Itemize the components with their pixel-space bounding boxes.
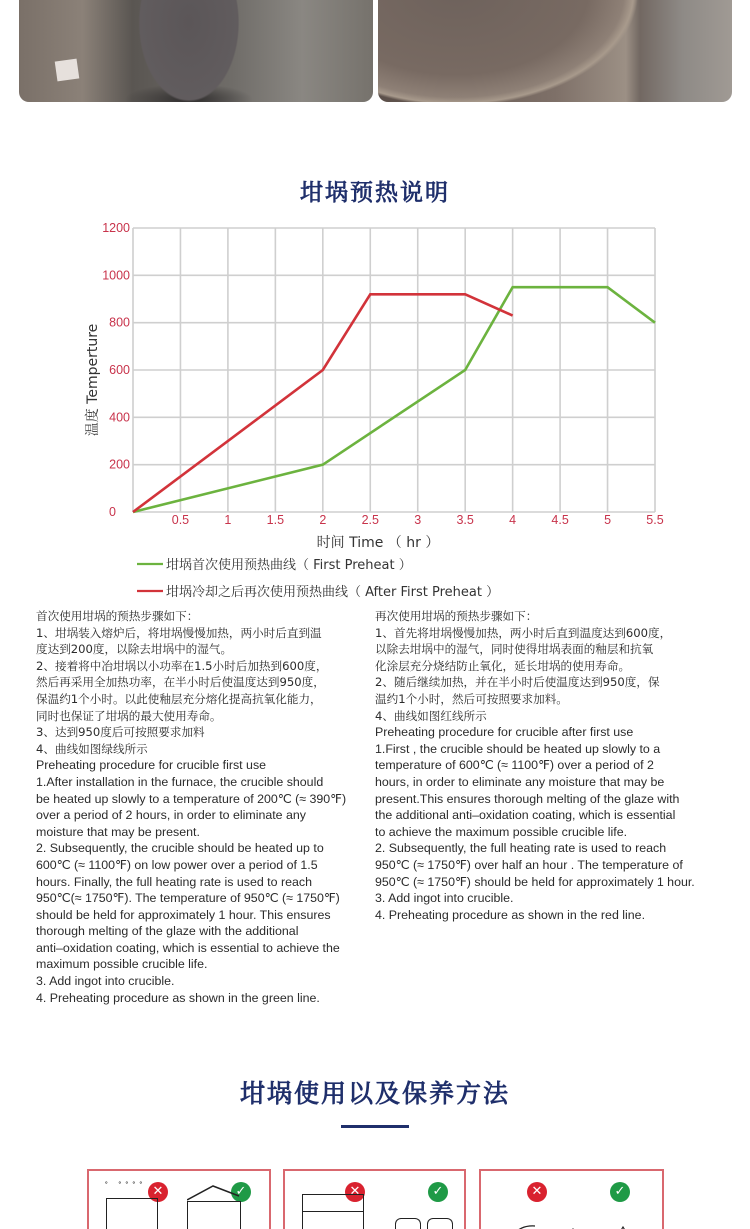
series-line-first-preheat	[133, 287, 655, 512]
instruction-line-zh: 再次使用坩埚的预热步骤如下：	[375, 609, 538, 623]
instruction-line-en: anti–oxidation coating, which is essential to achieve the	[36, 940, 340, 955]
crucible-on-floor-photo	[19, 0, 373, 102]
x-tick-label: 1	[224, 513, 232, 527]
instruction-line-en: 950℃ (≈ 1750℉) should be held for approximately 1 hour.	[375, 874, 695, 889]
instruction-line-en: should be held for approximately 1 hour. This ensures	[36, 907, 331, 922]
separate-crucible-drawing	[427, 1218, 453, 1229]
check-icon: ✓	[231, 1182, 251, 1202]
y-tick-label: 800	[109, 315, 130, 330]
preheat-temperature-chart	[0, 210, 750, 610]
chart-legend	[137, 557, 499, 600]
instruction-line-zh: 然后再采用全加热功率，在半小时后使温度达到950度，	[36, 675, 325, 690]
instruction-line-zh: 度达到200度，以除去坩埚中的湿气。	[36, 642, 233, 657]
x-axis-title: 时间 Time （ hr ）	[316, 535, 440, 551]
chart-series	[133, 287, 655, 512]
instruction-line-zh: 2、随后继续加热，并在半小时后使温度达到950度，保	[375, 675, 660, 690]
chart-grid	[133, 228, 655, 512]
x-tick-label: 4	[509, 513, 517, 527]
instruction-line-en: temperature of 600℃ (≈ 1100℉) over a period of 2	[375, 758, 654, 773]
instruction-line-en: maximum possible crucible life.	[36, 957, 208, 972]
y-tick-label: 200	[109, 457, 130, 472]
x-icon: ✕	[148, 1182, 168, 1202]
care-card-handling	[479, 1169, 664, 1229]
check-icon: ✓	[428, 1182, 448, 1202]
lid-drawing	[187, 1184, 247, 1202]
instruction-line-zh: 1、坩埚装入熔炉后，将坩埚慢慢加热，两小时后直到温	[36, 625, 322, 640]
instruction-line-zh: 1、首先将坩埚慢慢加热，两小时后直到温度达到600度，	[375, 625, 672, 640]
instruction-line-en: moisture that may be present.	[36, 824, 200, 839]
x-tick-label: 3.5	[456, 513, 474, 527]
instruction-line-en: be heated up slowly to a temperature of 200℃ (≈ 390℉)	[36, 791, 347, 806]
x-tick-label: 5	[604, 513, 612, 527]
x-tick-label: 2	[319, 513, 327, 527]
x-tick-label: 2.5	[361, 513, 379, 527]
stack-divider	[302, 1211, 364, 1212]
legend-label: 坩埚冷却之后再次使用预热曲线（ After First Preheat ）	[166, 585, 500, 600]
instruction-line-en: 600℃ (≈ 1100℉) on low power over a period of 1.5	[36, 857, 318, 872]
crucible-interior-photo	[378, 0, 732, 102]
x-tick-label: 4.5	[551, 513, 569, 527]
instruction-line-en: 3. Add ingot into crucible.	[36, 974, 175, 989]
instruction-line-zh: 3、达到950度后可按照要求加料	[36, 725, 205, 740]
y-axis-ticks	[102, 221, 130, 519]
separate-crucible-drawing	[395, 1218, 421, 1229]
instruction-line-en: hours. Finally, the full heating rate is used to reach	[36, 874, 312, 889]
instruction-line-zh: 温约1个小时，然后可按照要求加料。	[375, 691, 568, 706]
instruction-line-en: 950℃ (≈ 1750℉) over half an hour . The temperature of	[375, 857, 683, 872]
instruction-line-en: Preheating procedure for crucible first use	[36, 758, 267, 773]
instruction-line-zh: 化涂层充分烧结防止氧化，延长坩埚的使用寿命。	[375, 658, 631, 673]
instruction-line-en: hours, in order to eliminate any moisture that may be	[375, 774, 665, 789]
check-icon: ✓	[610, 1182, 630, 1202]
instruction-line-zh: 以除去坩埚中的湿气，同时使得坩埚表面的釉层和抗氧	[375, 642, 654, 657]
first-use-instructions	[36, 608, 366, 1006]
handling-tool-drawing	[511, 1221, 651, 1229]
instruction-line-en: 1.After installation in the furnace, the crucible should	[36, 774, 324, 789]
x-icon: ✕	[345, 1182, 365, 1202]
y-axis-title: 温度 Temperture	[85, 323, 101, 437]
instruction-line-en: 2. Subsequently, the crucible should be heated up to	[36, 841, 324, 856]
instruction-line-en: over a period of 2 hours, in order to eliminate any	[36, 808, 306, 823]
y-tick-label: 400	[109, 410, 130, 425]
y-tick-label: 1000	[102, 268, 130, 283]
x-tick-label: 1.5	[266, 513, 285, 527]
instruction-line-zh: 2、接着将中冶坩埚以小功率在1.5小时后加热到600度，	[36, 658, 328, 673]
sticker-label	[55, 59, 80, 82]
instruction-line-en: to achieve the maximum possible crucible life.	[375, 824, 628, 839]
instruction-line-zh: 4、曲线如图红线所示	[375, 708, 487, 723]
covered-crucible-drawing	[187, 1201, 241, 1229]
instruction-line-zh: 保温约1个小时。以此使釉层充分熔化提高抗氧化能力，	[36, 691, 322, 706]
open-crucible-drawing	[106, 1198, 158, 1229]
legend-label: 坩埚首次使用预热曲线（ First Preheat ）	[166, 558, 412, 573]
instruction-line-en: 1.First , the crucible should be heated up slowly to a	[375, 741, 661, 756]
title-underline-divider	[341, 1125, 409, 1128]
instruction-line-en: 3. Add ingot into crucible.	[375, 891, 514, 906]
instruction-line-zh: 首次使用坩埚的预热步骤如下：	[36, 609, 199, 623]
y-tick-label: 1200	[102, 221, 130, 235]
instruction-line-en: 4. Preheating procedure as shown in the red line.	[375, 907, 646, 922]
y-tick-label: 600	[109, 363, 130, 377]
care-card-storage	[283, 1169, 466, 1229]
instruction-line-zh: 同时也保证了坩埚的最大使用寿命。	[36, 708, 222, 723]
preheat-section-title: 坩埚预热说明	[300, 179, 450, 206]
x-tick-label: 5.5	[646, 513, 664, 527]
instruction-line-zh: 4、曲线如图绿线所示	[36, 741, 148, 756]
x-tick-label: 3	[414, 513, 422, 527]
x-icon: ✕	[527, 1182, 547, 1202]
instruction-line-en: 2. Subsequently, the full heating rate is used to reach	[375, 841, 667, 856]
care-card-lid	[87, 1169, 271, 1229]
moisture-dots-icon: ˚ ˚˚˚˚	[105, 1181, 147, 1191]
instruction-line-en: Preheating procedure for crucible after first use	[375, 725, 634, 740]
instruction-line-en: present.This ensures thorough melting of the glaze with	[375, 791, 680, 806]
instruction-line-en: thorough melting of the glaze with the additional	[36, 924, 299, 939]
instruction-line-en: 950℃(≈ 1750℉). The temperature of 950℃ (≈ 1750℉)	[36, 891, 340, 906]
care-section-title: 坩埚使用以及保养方法	[239, 1079, 510, 1108]
y-tick-label: 0	[109, 505, 116, 519]
x-axis-ticks	[172, 513, 664, 527]
x-tick-label: 0.5	[171, 513, 190, 527]
after-first-use-instructions	[375, 608, 720, 923]
instruction-line-en: 4. Preheating procedure as shown in the green line.	[36, 990, 320, 1005]
instruction-line-en: the additional anti–oxidation coating, which is essential	[375, 808, 676, 823]
